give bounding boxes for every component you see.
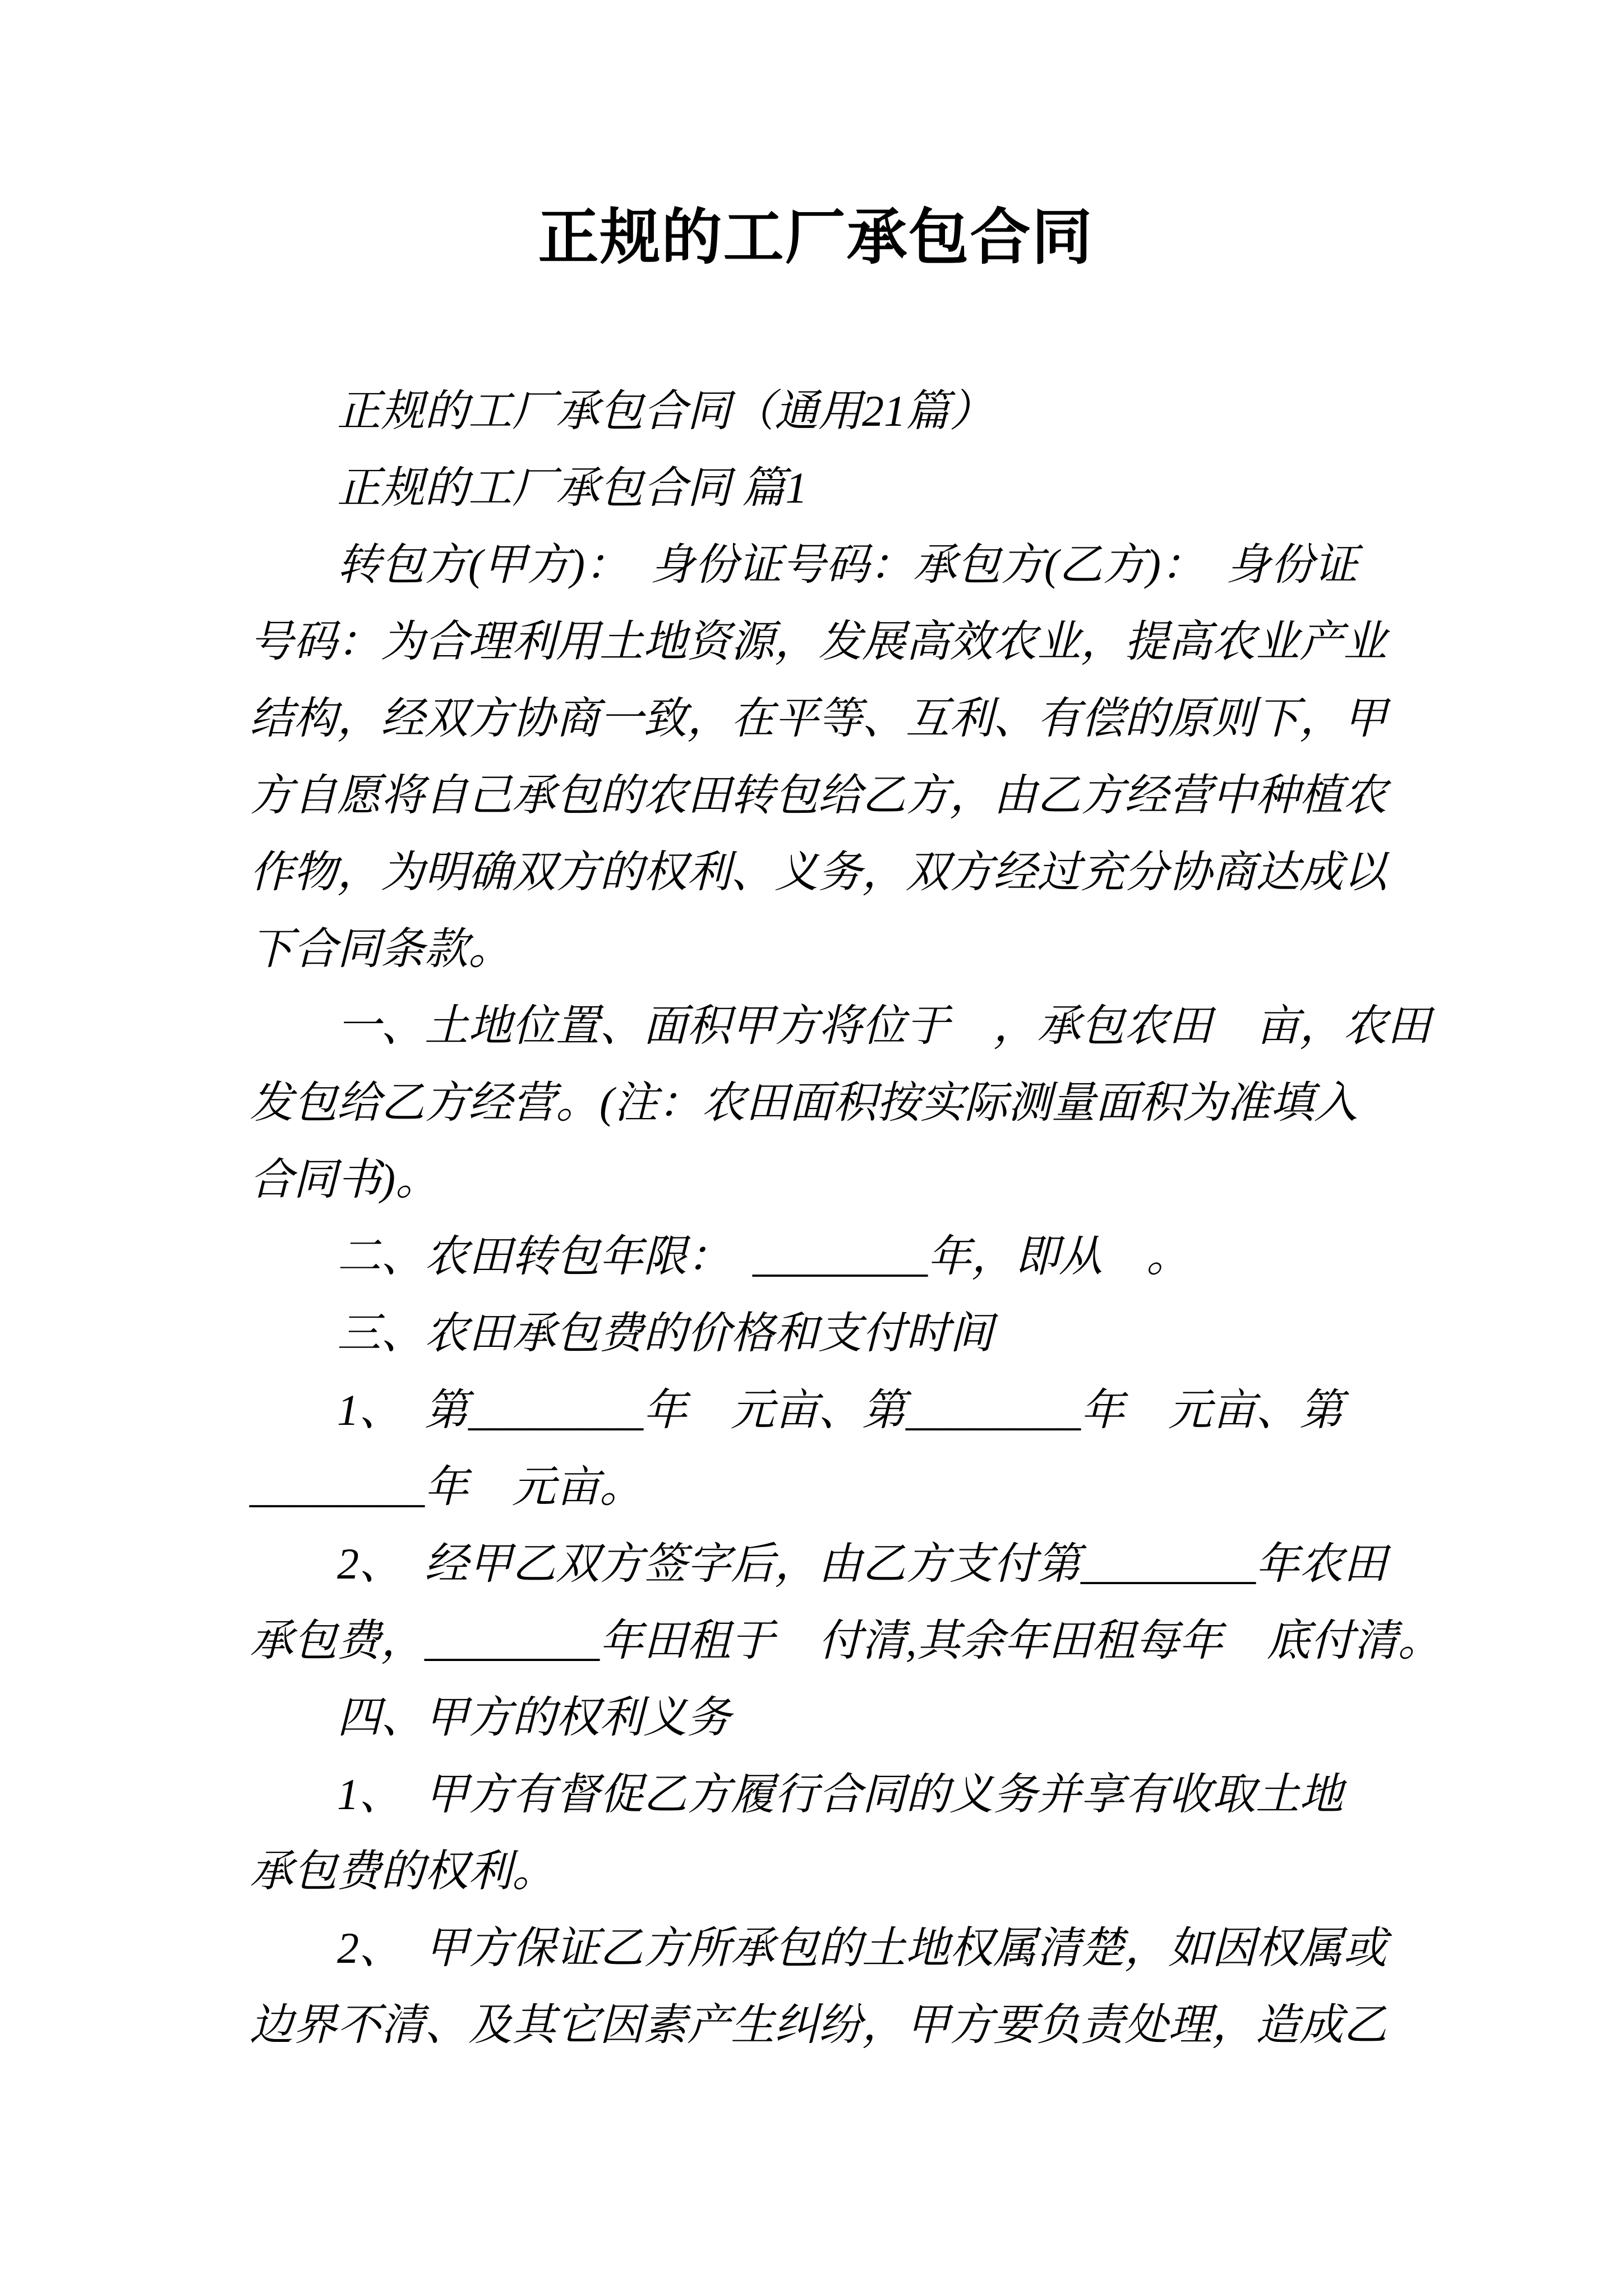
document-title: 正规的工厂承包合同 (538, 205, 1094, 272)
body-line: 号码：为合理利用土地资源，发展高效农业，提高农业产业 (250, 617, 1387, 666)
body-line: 2、 甲方保证乙方所承包的土地权属清楚，如因权属或 (337, 1924, 1387, 1972)
body-line: 2、 经甲乙双方签字后，由乙方支付第________年农田 (337, 1539, 1387, 1588)
body-line: 正规的工厂承包合同 篇1 (337, 463, 808, 512)
body-line: 承包费的权利。 (250, 1847, 556, 1895)
body-line: 合同书)。 (250, 1155, 439, 1204)
body-line: ________年 元亩。 (250, 1462, 644, 1511)
body-line: 三、农田承包费的价格和支付时间 (337, 1309, 994, 1358)
body-line: 下合同条款。 (250, 924, 513, 973)
body-line: 结构，经双方协商一致，在平等、互利、有偿的原则下，甲 (250, 694, 1387, 743)
document-body (250, 372, 1442, 2063)
body-line: 1、 第________年 元亩、第________年 元亩、第 (337, 1386, 1344, 1434)
body-line: 承包费，________年田租于 付清,其余年田租每年 底付清。 (250, 1616, 1442, 1665)
body-line: 发包给乙方经营。(注：农田面积按实际测量面积为准填入 (250, 1078, 1358, 1127)
body-line: 转包方(甲方)： 身份证号码：承包方(乙方)： 身份证 (337, 540, 1358, 589)
body-line: 作物，为明确双方的权利、义务，双方经过充分协商达成以 (250, 848, 1387, 896)
body-line: 边界不清、及其它因素产生纠纷，甲方要负责处理，造成乙 (250, 2000, 1387, 2049)
body-line: 四、甲方的权利义务 (337, 1693, 731, 1742)
body-line: 1、 甲方有督促乙方履行合同的义务并享有收取土地 (337, 1770, 1344, 1819)
body-line: 方自愿将自己承包的农田转包给乙方，由乙方经营中种植农 (250, 771, 1387, 820)
body-line: 二、农田转包年限： ________年，即从 。 (337, 1232, 1191, 1281)
body-line: 正规的工厂承包合同（通用21篇） (337, 386, 994, 435)
body-line: 一、土地位置、面积甲方将位于 ，承包农田 亩，农田 (337, 1001, 1431, 1050)
